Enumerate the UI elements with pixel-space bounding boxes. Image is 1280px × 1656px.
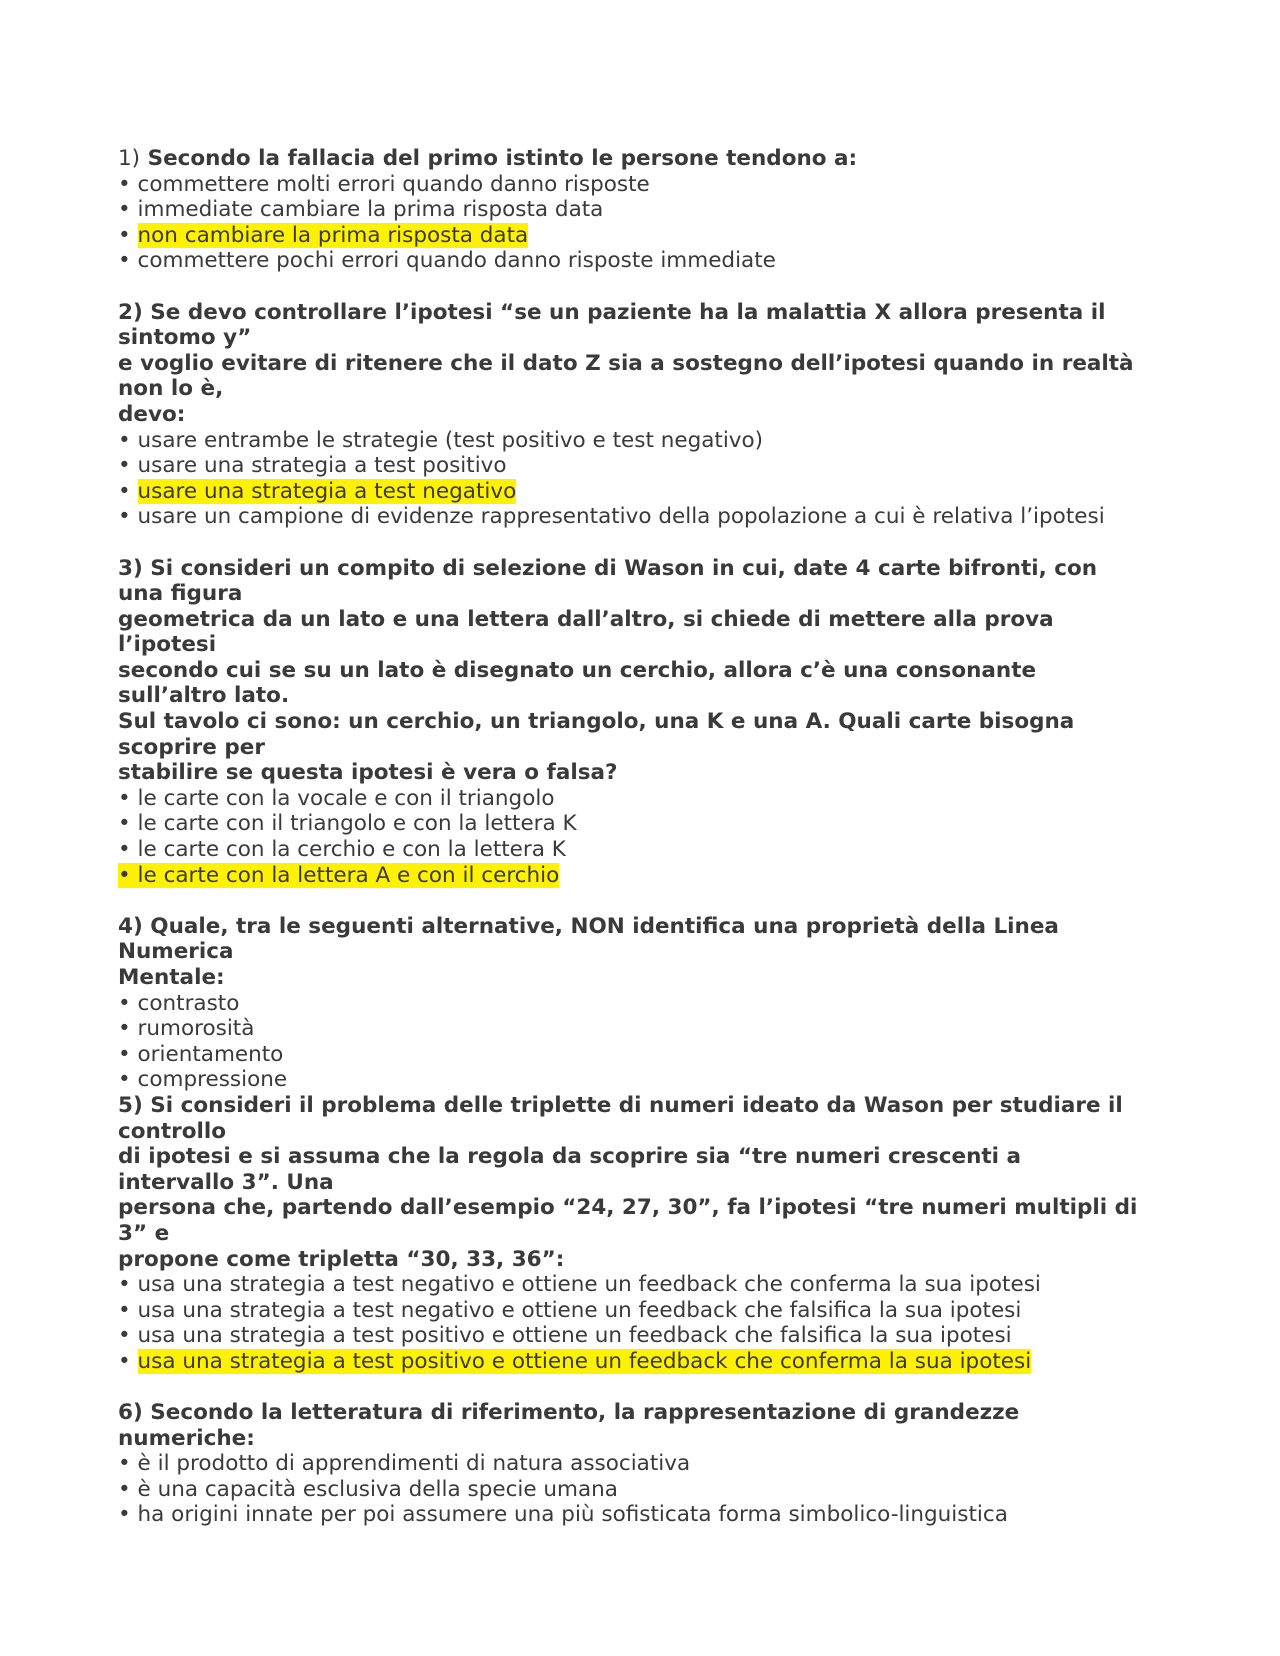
answer-option	[118, 1451, 1178, 1477]
answer-option-text: usare entrambe le strategie (test positivo e test negativo)	[137, 427, 764, 453]
question-stem-line	[118, 632, 1178, 658]
question-stem-text: una figura	[118, 581, 243, 607]
answer-option	[118, 837, 1178, 863]
question-stem-line	[118, 351, 1178, 377]
quiz-document	[118, 146, 1178, 1554]
bullet-icon: •	[118, 1016, 131, 1042]
question-stem-text: Sul tavolo ci sono: un cerchio, un triangolo, una K e una A. Quali carte bisogna	[118, 709, 1075, 735]
bullet-icon: •	[118, 504, 131, 530]
question-stem-line	[118, 760, 1178, 786]
answer-option-text: usa una strategia a test positivo e ottiene un feedback che falsifica la sua ipotesi	[137, 1323, 1012, 1349]
answer-option-text: usare una strategia a test negativo	[137, 478, 517, 504]
answer-option	[118, 1323, 1178, 1349]
answer-option-text: è una capacità esclusiva della specie umana	[137, 1476, 618, 1502]
answer-option	[118, 1016, 1178, 1042]
question-stem-text: e voglio evitare di ritenere che il dato Z sia a sostegno dell’ipotesi quando in realtà	[118, 350, 1134, 376]
bullet-icon: •	[118, 222, 131, 248]
question-5	[118, 1093, 1178, 1375]
question-stem-text: 3” e	[118, 1220, 170, 1246]
question-stem-line	[118, 376, 1178, 402]
answer-option	[118, 1298, 1178, 1324]
bullet-icon: •	[118, 171, 131, 197]
question-stem-line	[118, 939, 1178, 965]
answer-option	[118, 428, 1178, 454]
bullet-icon: •	[118, 1451, 131, 1477]
question-stem-line	[118, 1221, 1178, 1247]
answer-option	[118, 248, 1178, 274]
bullet-icon: •	[118, 862, 131, 888]
question-stem-text: Si consideri un compito di selezione di Wason in cui, date 4 carte bifronti, con	[150, 555, 1098, 581]
question-stem-text: secondo cui se su un lato è disegnato un cerchio, allora c’è una consonante	[118, 657, 1037, 683]
question-stem-line	[118, 1247, 1178, 1273]
bullet-icon: •	[118, 453, 131, 479]
bullet-icon: •	[118, 1041, 131, 1067]
question-number: 1)	[118, 146, 141, 171]
answer-option-highlighted	[118, 863, 1178, 889]
bullet-icon: •	[118, 248, 131, 274]
question-stem-text: stabilire se questa ipotesi è vera o falsa?	[118, 760, 618, 786]
question-stem-text: l’ipotesi	[118, 632, 217, 658]
question-stem-text: Secondo la fallacia del primo istinto le persone tendono a:	[147, 146, 858, 171]
question-stem-text: Si consideri il problema delle triplette di numeri ideato da Wason per studiare il	[150, 1092, 1123, 1118]
question-stem-text: sintomo y”	[118, 325, 252, 351]
answer-option-text: usare una strategia a test positivo	[137, 453, 507, 479]
bullet-icon: •	[118, 1272, 131, 1298]
answer-option-text: immediate cambiare la prima risposta data	[137, 197, 604, 223]
answer-option-text: contrasto	[137, 990, 240, 1016]
question-stem-line	[118, 914, 1178, 940]
answer-option-text: ha origini innate per poi assumere una più sofisticata forma simbolico-linguistica	[137, 1502, 1008, 1528]
question-stem-line	[118, 556, 1178, 582]
answer-option	[118, 991, 1178, 1017]
question-stem-line	[118, 709, 1178, 735]
question-stem-text: di ipotesi e si assuma che la regola da scoprire sia “tre numeri crescenti a	[118, 1144, 1022, 1170]
question-number: 2)	[118, 299, 143, 325]
question-stem-text: devo:	[118, 401, 186, 427]
answer-option	[118, 453, 1178, 479]
answer-option-highlighted	[118, 1349, 1178, 1375]
answer-option-text: le carte con il triangolo e con la lettera K	[137, 811, 577, 837]
answer-option-text: le carte con la lettera A e con il cerchio	[137, 862, 560, 888]
question-stem-line	[118, 1195, 1178, 1221]
bullet-icon: •	[118, 427, 131, 453]
answer-option	[118, 786, 1178, 812]
question-stem-text: Secondo la letteratura di riferimento, la rappresentazione di grandezze	[150, 1400, 1020, 1426]
question-6	[118, 1400, 1178, 1528]
answer-option-text: usa una strategia a test negativo e ottiene un feedback che conferma la sua ipotesi	[137, 1272, 1041, 1298]
bullet-icon: •	[118, 990, 131, 1016]
question-1	[118, 146, 1178, 274]
answer-option-highlighted	[118, 479, 1178, 505]
answer-option-highlighted	[118, 223, 1178, 249]
bullet-icon: •	[118, 811, 131, 837]
bullet-icon: •	[118, 197, 131, 223]
answer-option-text: compressione	[137, 1067, 288, 1093]
question-3	[118, 556, 1178, 889]
answer-option	[118, 172, 1178, 198]
answer-option	[118, 1042, 1178, 1068]
question-stem-text: Numerica	[118, 939, 234, 965]
bullet-icon: •	[118, 478, 131, 504]
question-stem-line	[118, 300, 1178, 326]
answer-option	[118, 1502, 1178, 1528]
question-stem-line	[118, 683, 1178, 709]
question-stem-text: non lo è,	[118, 376, 224, 402]
question-stem-line	[118, 658, 1178, 684]
question-number: 4)	[118, 913, 143, 939]
answer-option-text: usa una strategia a test negativo e ottiene un feedback che falsifica la sua ipotesi	[137, 1297, 1022, 1323]
answer-option-text: le carte con la vocale e con il triangolo	[137, 785, 555, 811]
answer-option-text: le carte con la cerchio e con la lettera K	[137, 837, 566, 863]
bullet-icon: •	[118, 1476, 131, 1502]
bullet-icon: •	[118, 837, 131, 863]
question-stem-text: geometrica da un lato e una lettera dall’altro, si chiede di mettere alla prova	[118, 606, 1054, 632]
question-stem-text: intervallo 3”. Una	[118, 1169, 334, 1195]
question-stem-text: Quale, tra le seguenti alternative, NON identifica una proprietà della Linea	[150, 913, 1059, 939]
bullet-icon: •	[118, 1348, 131, 1374]
answer-option	[118, 504, 1178, 530]
question-number: 6)	[118, 1400, 143, 1426]
answer-option-text: usa una strategia a test positivo e ottiene un feedback che conferma la sua ipotesi	[137, 1348, 1032, 1374]
answer-option	[118, 811, 1178, 837]
question-stem-line	[118, 1426, 1178, 1452]
question-stem-line	[118, 1093, 1178, 1119]
question-stem-text: Mentale:	[118, 965, 225, 990]
bullet-icon: •	[118, 1297, 131, 1323]
bullet-icon: •	[118, 1067, 131, 1093]
question-stem-text: propone come tripletta “30, 33, 36”:	[118, 1246, 565, 1272]
question-stem-line	[118, 1144, 1178, 1170]
question-4	[118, 914, 1178, 1093]
question-stem-text: scoprire per	[118, 734, 265, 760]
question-stem-text: numeriche:	[118, 1425, 255, 1451]
question-number: 5)	[118, 1092, 143, 1118]
answer-option-text: rumorosità	[137, 1016, 255, 1042]
bullet-icon: •	[118, 1502, 131, 1528]
answer-option-text: commettere molti errori quando danno risposte	[137, 171, 650, 197]
question-stem-line	[118, 325, 1178, 351]
question-stem-text: sull’altro lato.	[118, 683, 290, 709]
answer-option-text: commettere pochi errori quando danno risposte immediate	[137, 248, 776, 274]
question-number: 3)	[118, 555, 143, 581]
question-stem-text: Se devo controllare l’ipotesi “se un paziente ha la malattia X allora presenta il	[150, 299, 1106, 325]
question-stem-line	[118, 735, 1178, 761]
answer-option-text: orientamento	[137, 1041, 284, 1067]
answer-option-text: non cambiare la prima risposta data	[137, 222, 529, 248]
bullet-icon: •	[118, 785, 131, 811]
bullet-icon: •	[118, 1323, 131, 1349]
question-stem-line	[118, 146, 1178, 172]
answer-option	[118, 1067, 1178, 1093]
answer-option-text: usare un campione di evidenze rappresentativo della popolazione a cui è relativa l’ipotesi	[137, 504, 1105, 530]
question-stem-line	[118, 1400, 1178, 1426]
question-stem-text: controllo	[118, 1118, 226, 1144]
answer-option	[118, 1272, 1178, 1298]
answer-option-text: è il prodotto di apprendimenti di natura associativa	[137, 1451, 691, 1477]
answer-option	[118, 197, 1178, 223]
question-2	[118, 300, 1178, 530]
question-stem-line	[118, 607, 1178, 633]
question-stem-line	[118, 1119, 1178, 1145]
question-stem-line	[118, 581, 1178, 607]
question-stem-line	[118, 1170, 1178, 1196]
question-stem-line	[118, 965, 1178, 991]
question-stem-line	[118, 402, 1178, 428]
answer-option	[118, 1477, 1178, 1503]
question-stem-text: persona che, partendo dall’esempio “24, 27, 30”, fa l’ipotesi “tre numeri multipli di	[118, 1195, 1138, 1221]
